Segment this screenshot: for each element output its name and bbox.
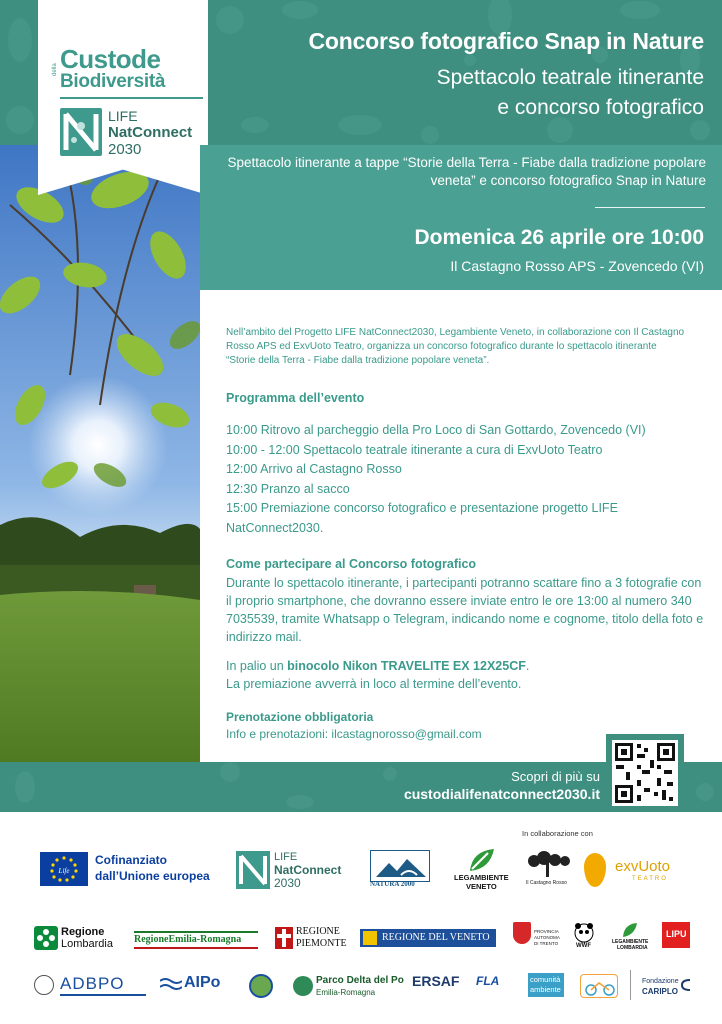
booking-heading: Prenotazione obbligatoria bbox=[226, 710, 374, 724]
eu-flag-icon bbox=[40, 852, 88, 886]
svg-text:Life: Life bbox=[58, 867, 70, 875]
emilia-romagna-label: RegioneEmilia-Romagna bbox=[134, 934, 242, 945]
piemonte-line1: REGIONE bbox=[296, 926, 340, 937]
veneto-lion-icon bbox=[363, 931, 377, 945]
legambiente-leaf-icon bbox=[468, 847, 496, 873]
event-subtitle-line2: e concorso fotografico bbox=[497, 96, 704, 119]
badge-della-text: della bbox=[52, 63, 58, 76]
prize-item: binocolo Nikon TRAVELITE EX 12X25CF bbox=[287, 659, 526, 673]
bicycle-logo-icon bbox=[580, 974, 618, 998]
aipo-wave-icon bbox=[160, 977, 182, 991]
participate-text: Durante lo spettacolo itinerante, i partecipanti potranno scattare fino a 3 fotografie con il proprio smartphone, che dovranno essere inviate entro le ore 13:00 al numero 340 7035539, tramite Whatsapp o Telegram, indicando nome e cognome, titolo della foto e indirizzo mail. bbox=[226, 576, 704, 644]
collab-label: In collaborazione con bbox=[522, 829, 593, 838]
event-description: Spettacolo itinerante a tappe “Storie della Terra - Fiabe dalla tradizione popolare veneta” e concorso fotografico Snap in Nature bbox=[227, 155, 706, 188]
adbpo-label: ADBPO bbox=[60, 974, 125, 993]
trento-label: PROVINCIA AUTONOMA DI TRENTO bbox=[534, 929, 560, 946]
legambiente-lombardia-line2: LOMBARDIA bbox=[617, 945, 648, 951]
discover-text: Scopri di più su bbox=[511, 769, 600, 784]
veneto-label: REGIONE DEL VENETO bbox=[382, 932, 490, 943]
wwf-label: WWF bbox=[576, 943, 591, 949]
badge-divider bbox=[60, 97, 203, 99]
badge-custode-text: Custode bbox=[60, 44, 161, 74]
program-item: 12:30 Pranzo al sacco bbox=[226, 481, 350, 496]
life-natconnect-logo-icon bbox=[236, 851, 270, 889]
legambiente-lombardia-leaf-icon bbox=[622, 922, 638, 938]
lombardia-line2: Lombardia bbox=[61, 938, 113, 950]
program-item: 15:00 Premiazione concorso fotografico e presentazione progetto LIFE NatConnect2030. bbox=[226, 501, 618, 535]
fla-label: FLA bbox=[476, 974, 500, 988]
legambiente-veneto-line1: LEGAMBIENTE bbox=[454, 873, 509, 882]
prize-suffix: . bbox=[525, 659, 530, 673]
prize-line bbox=[226, 659, 529, 673]
cariplo-line1: Fondazione bbox=[642, 978, 679, 985]
legambiente-lombardia-line1: LEGAMBIENTE bbox=[612, 939, 649, 945]
nature-photo bbox=[0, 145, 200, 762]
ersaf-label: ERSAF bbox=[412, 973, 460, 989]
wwf-panda-icon bbox=[573, 923, 595, 943]
participate-heading: Come partecipare al Concorso fotografico bbox=[226, 557, 477, 571]
parco-delta-icon bbox=[293, 976, 313, 996]
event-location: Il Castagno Rosso APS - Zovencedo (VI) bbox=[450, 258, 704, 274]
award-note: La premiazione avverrà in loco al termine dell’evento. bbox=[226, 677, 522, 691]
event-box-divider bbox=[595, 207, 705, 208]
event-title: Concorso fotografico Snap in Nature bbox=[308, 28, 704, 54]
lipu-label: LIPU bbox=[666, 929, 687, 939]
emilia-romagna-logo bbox=[134, 931, 258, 949]
piemonte-line2: PIEMONTE bbox=[296, 938, 347, 949]
qr-code-icon[interactable] bbox=[612, 740, 678, 806]
program-item: 10:00 Ritrovo al parcheggio della Pro Loco di San Gottardo, Zovencedo (VI) bbox=[226, 423, 646, 437]
republic-emblem-icon bbox=[34, 975, 54, 995]
program-item: 12:00 Arrivo al Castagno Rosso bbox=[226, 462, 402, 476]
comunita-line2: ambiente bbox=[530, 985, 561, 994]
intro-paragraph: Nell’ambito del Progetto LIFE NatConnect2030, Legambiente Veneto, in collaborazione con Il Castagno Rosso APS ed ExvUoto Teatro, organizza un concorso fotografico durante lo spettacolo itinerante “Storie della Terra - Fiabe dalla tradizione popolare veneta”. bbox=[226, 327, 685, 366]
logo-separator bbox=[630, 970, 631, 1000]
exvuoto-sub: TEATRO bbox=[632, 876, 668, 882]
parco-delta-line1: Parco Delta del Po bbox=[316, 975, 404, 986]
badge-biodiversita-text: Biodiversità bbox=[60, 71, 166, 92]
lipu-logo bbox=[662, 922, 690, 948]
lombardia-line1: Regione bbox=[61, 926, 105, 938]
life-logo-label: LIFE bbox=[274, 851, 298, 863]
castagno-label: Il Castagno Rosso bbox=[526, 880, 567, 886]
veneto-logo bbox=[360, 929, 496, 947]
website-link[interactable]: custodialifenatconnect2030.it bbox=[403, 786, 600, 802]
eu-cofinanced-line1: Cofinanziato bbox=[95, 853, 167, 867]
booking-info[interactable]: Info e prenotazioni: ilcastagnorosso@gmail.com bbox=[226, 727, 482, 741]
lombardia-rose-icon bbox=[34, 926, 58, 950]
piemonte-shield-icon bbox=[275, 927, 293, 949]
badge-year-text: 2030 bbox=[108, 141, 142, 158]
regional-seal-icon bbox=[249, 974, 273, 998]
program-item: 10:00 - 12:00 Spettacolo teatrale itinerante a cura di ExvUoto Teatro bbox=[226, 442, 603, 457]
natura2000-logo-icon bbox=[370, 850, 430, 882]
natura2000-label: NATURA 2000 bbox=[370, 880, 415, 888]
trento-eagle-icon bbox=[513, 922, 531, 944]
program-heading: Programma dell’evento bbox=[226, 391, 365, 405]
cariplo-line2: CARIPLO bbox=[642, 987, 678, 996]
eu-cofinanced-line2: dall’Unione europea bbox=[95, 869, 210, 883]
aipo-label: AIPo bbox=[184, 974, 221, 991]
exvuoto-label: exvUoto bbox=[615, 858, 671, 875]
comunita-ambiente-logo bbox=[528, 973, 564, 997]
parco-delta-line2: Emilia-Romagna bbox=[316, 988, 376, 997]
prize-prefix: In palio un bbox=[226, 659, 288, 673]
event-subtitle-line1: Spettacolo teatrale itinerante bbox=[436, 66, 704, 89]
castagno-tree-icon bbox=[524, 851, 574, 879]
life-logo-year: 2030 bbox=[274, 876, 301, 890]
exvuoto-heart-icon bbox=[584, 853, 606, 887]
event-date: Domenica 26 aprile ore 10:00 bbox=[414, 226, 704, 249]
adbpo-underline bbox=[60, 994, 146, 996]
badge-life-text: LIFE bbox=[108, 108, 138, 124]
comunita-line1: comunità bbox=[530, 975, 561, 984]
legambiente-veneto-line2: VENETO bbox=[466, 882, 497, 891]
natconnect-leaf-icon bbox=[60, 108, 102, 156]
badge-natconnect-text: NatConnect bbox=[108, 124, 193, 141]
life-logo-natconnect: NatConnect bbox=[274, 863, 342, 877]
cariplo-c-icon bbox=[681, 978, 691, 992]
